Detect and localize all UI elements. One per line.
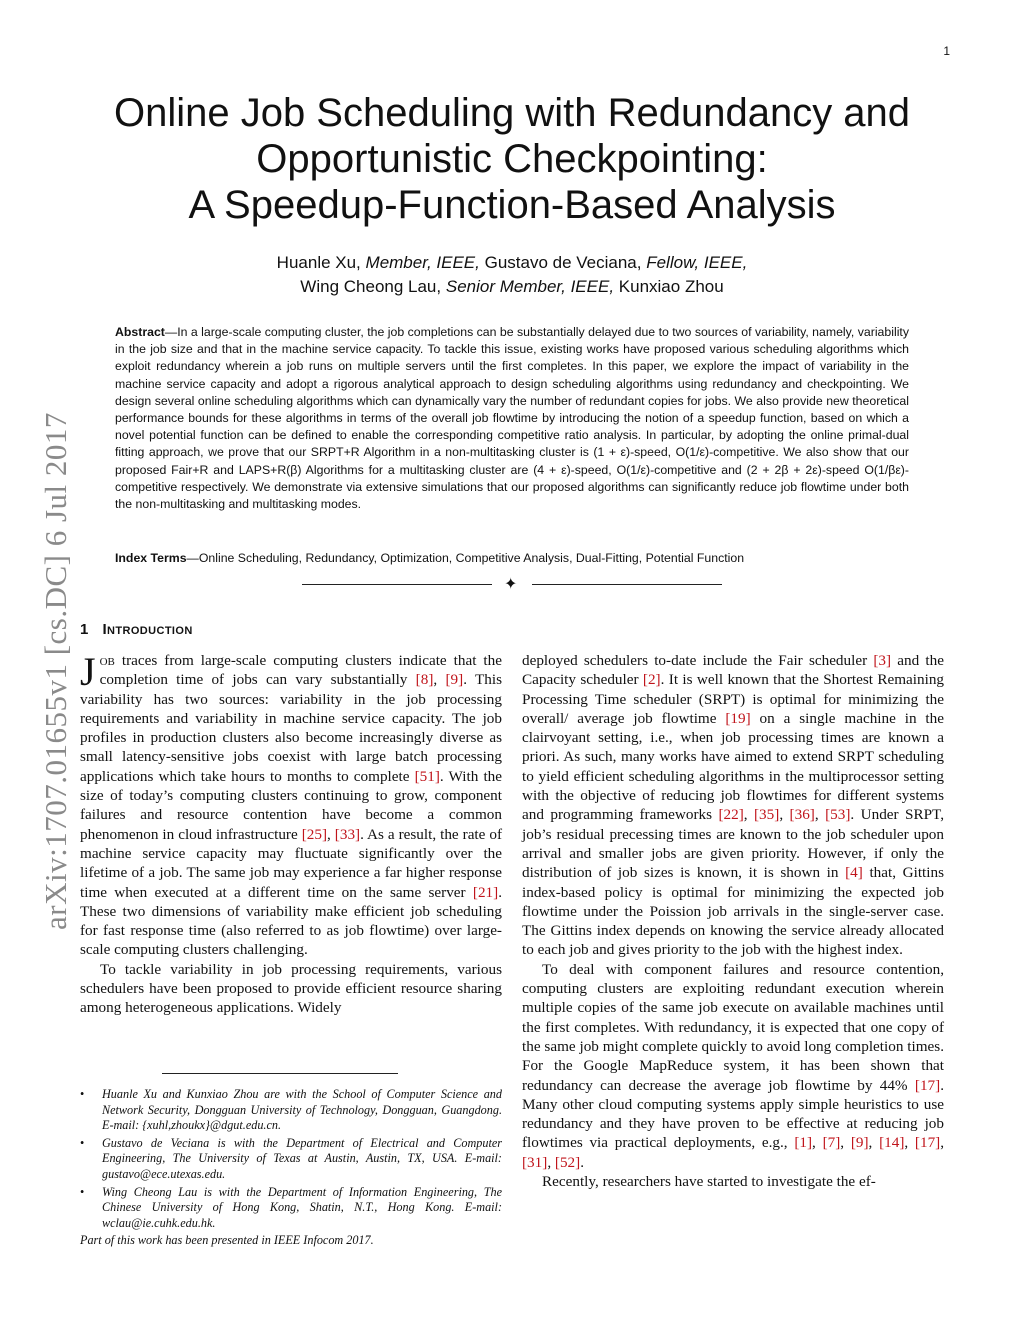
- right-column: [522, 651, 944, 1191]
- citation-link[interactable]: [22]: [718, 806, 744, 824]
- citation-link[interactable]: [17]: [914, 1076, 941, 1094]
- citation-link[interactable]: [14]: [879, 1134, 905, 1152]
- paragraph: Job traces from large-scale computing clusters indicate that the completion time of jobs can vary substantially [8], [9]. This variability has two sources: variability in the job processing requirements and variability in machine service capacity. The job profiles in production clusters also become increasingly diverse as small latency-sensitive jobs coexist with large batch processing applications which take hours to months to complete [51]. With the size of today’s computing clusters continuing to grow, component failures and resource contention have become a common phenomenon in cloud infrastructure [25], [33]. As a result, the rate of machine service capacity may fluctuate significantly over the lifetime of a job. The same job may experience a far higher response time when executed at a different time on the same server [21]. These two dimensions of variability make efficient job scheduling for fast response time (also referred to as job flowtime) over large-scale computing clusters challenging.: [80, 649, 503, 959]
- citation-link[interactable]: [9]: [445, 671, 464, 689]
- author-line-2: [100, 275, 924, 299]
- abstract: [115, 324, 909, 513]
- divider-star-icon: ✦: [504, 576, 518, 593]
- author-list: [100, 251, 924, 299]
- bullet-icon: •: [80, 1135, 85, 1150]
- footnote-item: • Gustavo de Veciana is with the Department of Electrical and Computer Engineering, The University of Texas at Austin, Austin, TX, USA. E-mail: gustavo@ece.utexas.edu.: [80, 1135, 502, 1181]
- paragraph: To deal with component failures and resource contention, computing clusters are exploiting redundant execution wherein multiple copies of the same job execute on available machines until the first completes. With redundancy, it is expected that one copy of the same job might complete quickly to avoid long completion times. For the Google MapReduce system, it has been shown that redundancy can decrease the average job flowtime by 44% [17]. Many other cloud computing systems apply simple heuristics to use redundancy and they have proven to be effective at reducing job flowtimes via practical deployments, e.g., [1], [7], [9], [14], [17], [31], [52].: [522, 960, 945, 1171]
- author-name: Kunxiao Zhou: [618, 277, 724, 296]
- bullet-icon: •: [80, 1087, 85, 1101]
- paragraph: Recently, researchers have started to investigate the ef-: [542, 1173, 876, 1191]
- index-terms-text: —Online Scheduling, Redundancy, Optimization, Competitive Analysis, Dual-Fitting, Potential Function: [186, 551, 745, 565]
- citation-link[interactable]: [4]: [845, 864, 863, 882]
- citation-link[interactable]: [36]: [789, 806, 815, 824]
- bullet-icon: •: [80, 1184, 85, 1199]
- citation-link[interactable]: [3]: [873, 652, 892, 669]
- citation-link[interactable]: [53]: [825, 806, 851, 824]
- footnote-note: Part of this work has been presented in IEEE Infocom 2017.: [80, 1233, 374, 1247]
- abstract-label: Abstract: [115, 325, 165, 339]
- author-name: Huanle Xu,: [276, 253, 361, 272]
- title-line-3: A Speedup-Function-Based Analysis: [188, 183, 836, 227]
- author-name: Wing Cheong Lau,: [300, 277, 442, 296]
- citation-link[interactable]: [7]: [822, 1134, 841, 1152]
- left-column: [80, 651, 502, 1018]
- paper-title: [100, 90, 924, 228]
- divider-rule-left: [302, 584, 492, 585]
- citation-link[interactable]: [2]: [642, 671, 661, 689]
- footnote-rule: [162, 1073, 398, 1074]
- paragraph: deployed schedulers to-date include the Fair scheduler [3] and the Capacity scheduler [2]. It is well known that the Shortest Remaining Processing Time scheduler (SRPT) is optimal for minimizing the overall/ average job flowtime [19] on a single machine in the clairvoyant setting, i.e., when job processing times are known a priori. As such, many works have aimed to extend SRPT scheduling to yield efficient scheduling algorithms in the multiprocessor setting with the objective of reducing job flowtimes for different systems and programming frameworks [22], [35], [36], [53]. Under SRPT, job’s residual precessing times are known to the job scheduler upon arrival and smaller jobs are given priority. However, if only the distribution of job sizes is known, it is shown in [4] that, Gittins index-based policy is optimal for minimizing the expected job flowtime under the Poission job arrivals in the single-server case. The Gittins index depends on knowing the service already allocated to each job and gives priority to the job with the highest index.: [522, 652, 945, 959]
- abstract-text: —In a large-scale computing cluster, the job completions can be substantially delayed due to two sources of variability, namely, variability in the job size and that in the machine service capacity. To tackle this issue, existing works have proposed various scheduling algorithms which exploit redundancy wherein a job runs on multiple servers until the first completes. In this paper, we explore the impact of variability in the machine service capacity and adopt a rigorous analytical approach to design scheduling algorithms using redundancy and checkpointing. We design several online scheduling algorithms which can dynamically vary the number of redundant copies for jobs. We also provide new theoretical performance bounds for these algorithms in terms of the overall job flowtime by introducing the notion of a speedup function, based on which a novel potential function can be defined to enable the corresponding competitive ratio analysis. In particular, by adopting the online primal-dual fitting approach, we prove that our SRPT+R Algorithm in a non-multitasking cluster is (1 + ε)-speed, O(1/ε)-competitive. We also show that our proposed Fair+R and LAPS+R(β) Algorithms for a multitasking cluster are (4 + ε)-speed, O(1/ε)-competitive and (2 + 2β + 2ε)-speed O(1/βε)-competitive respectively. We demonstrate via extensive simulations that our proposed algorithms can significantly reduce job flowtime under both the non-multitasking and multitasking modes.: [115, 325, 909, 512]
- author-role: Member, IEEE,: [365, 253, 480, 272]
- citation-link[interactable]: [51]: [414, 767, 440, 785]
- citation-link[interactable]: [1]: [794, 1134, 813, 1152]
- citation-link[interactable]: [31]: [522, 1153, 548, 1171]
- citation-link[interactable]: [9]: [850, 1134, 869, 1152]
- index-terms: [115, 550, 909, 567]
- citation-link[interactable]: [33]: [334, 825, 361, 843]
- arxiv-identifier-stamp[interactable]: arXiv:1707.01655v1 [cs.DC] 6 Jul 2017: [38, 412, 73, 930]
- divider-rule-right: [532, 584, 722, 585]
- citation-link[interactable]: [8]: [415, 671, 434, 689]
- page-number: 1: [943, 44, 950, 58]
- section-title: Introduction: [102, 621, 193, 638]
- citation-link[interactable]: [19]: [725, 709, 751, 727]
- footnotes: [80, 1087, 502, 1233]
- title-line-1: Online Job Scheduling with Redundancy and: [113, 91, 911, 135]
- citation-link[interactable]: [17]: [914, 1134, 941, 1152]
- section-heading: [80, 621, 193, 638]
- author-line-1: [100, 251, 924, 275]
- index-terms-label: Index Terms: [115, 551, 187, 565]
- author-role: Senior Member, IEEE,: [445, 277, 615, 296]
- footnote-item: • Wing Cheong Lau is with the Department of Information Engineering, The Chinese University of Hong Kong, Shatin, N.T., Hong Kong. E-mail: wclau@ie.cuhk.edu.hk.: [80, 1184, 502, 1230]
- section-divider: [302, 576, 722, 592]
- section-number: 1: [80, 621, 89, 638]
- paragraph: To tackle variability in job processing requirements, various schedulers have been proposed to provide efficient resource sharing among heterogeneous applications. Widely: [80, 960, 502, 1017]
- drop-cap: J: [80, 649, 96, 694]
- author-role: Fellow, IEEE,: [646, 253, 748, 272]
- citation-link[interactable]: [21]: [472, 883, 499, 901]
- footnote-item: • Huanle Xu and Kunxiao Zhou are with the School of Computer Science and Network Security, Dongguan University of Technology, Dongguan, Guangdong. E-mail: {xuhl,zhoukx}@dgut.edu.cn.: [80, 1087, 502, 1133]
- citation-link[interactable]: [25]: [301, 825, 328, 843]
- citation-link[interactable]: [35]: [754, 806, 780, 824]
- title-line-2: Opportunistic Checkpointing:: [256, 137, 768, 181]
- author-name: Gustavo de Veciana,: [484, 253, 642, 272]
- citation-link[interactable]: [52]: [554, 1153, 581, 1171]
